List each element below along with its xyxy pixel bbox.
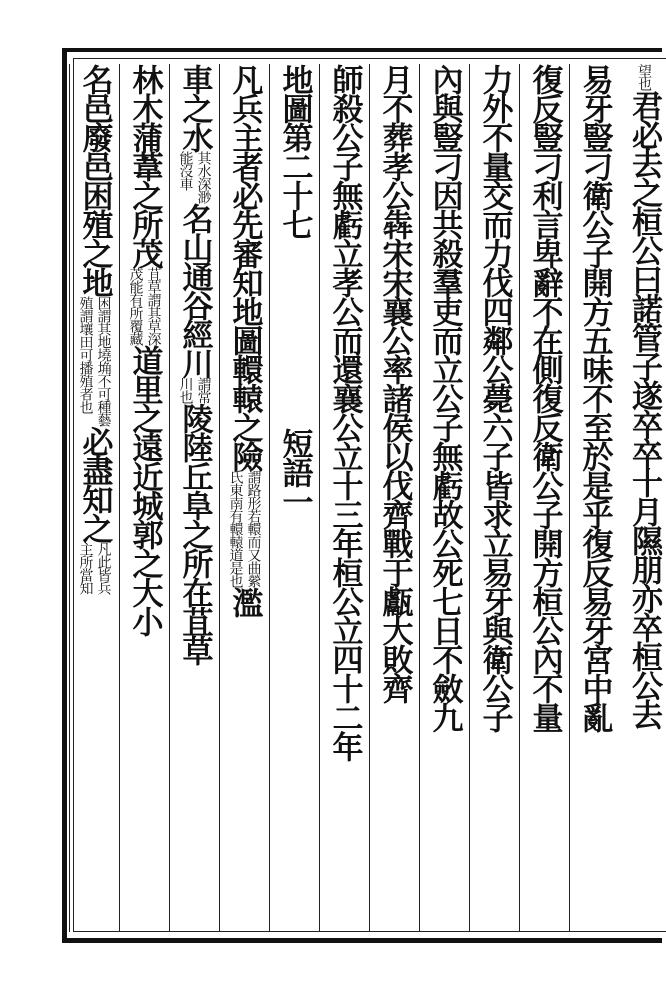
main-text: 易牙豎刁衛公子開方五味不至於是乎復反易牙宮中亂 bbox=[576, 64, 613, 731]
text-column-10 bbox=[169, 64, 219, 932]
main-text: 陵陸丘阜之所在苴草 bbox=[176, 403, 213, 664]
commentary-note: 苴草謂其草深 bbox=[145, 267, 162, 345]
text-column-2 bbox=[569, 64, 619, 932]
main-text: 月不葬孝公犇宋宋襄公率諸侯以伐齊戰于甗大敗齊 bbox=[376, 64, 413, 702]
main-text: 濫 bbox=[226, 587, 263, 616]
main-text: 復反豎刁利言卑辭不在側復反衛公子開方桓公內不量 bbox=[526, 64, 563, 731]
text-column-12 bbox=[69, 64, 119, 932]
annotation-group bbox=[78, 542, 112, 594]
annotation-group bbox=[178, 377, 212, 403]
main-text: 力外不量交而力伐四鄰公薨六子皆求立易牙與衛公子 bbox=[476, 64, 513, 731]
commentary-note: 其水深渺 bbox=[195, 151, 212, 203]
text-column-4 bbox=[469, 64, 519, 932]
annotation-group bbox=[228, 470, 262, 587]
text-column-1 bbox=[619, 64, 666, 932]
commentary-note: 謂常 bbox=[195, 377, 212, 403]
text-column-9 bbox=[219, 64, 269, 932]
main-text: 內與豎刁因共殺羣吏而立公子無虧故公死七日不斂九 bbox=[426, 64, 463, 731]
commentary-note: 望也 bbox=[636, 64, 652, 90]
commentary-note: 氏東南有轘轅道是也 bbox=[227, 470, 244, 587]
text-column-8 bbox=[269, 64, 319, 932]
annotation-group bbox=[636, 64, 652, 90]
main-text: 必盡知之 bbox=[76, 426, 113, 542]
annotation-group bbox=[78, 296, 112, 426]
text-column-6 bbox=[369, 64, 419, 932]
commentary-note: 殖謂壤田可播殖者也 bbox=[77, 296, 94, 413]
main-text: 師殺公子無虧立孝公而還襄公立十三年桓公立四十二年 bbox=[326, 64, 363, 760]
main-text: 車之水 bbox=[176, 64, 213, 151]
text-column-3 bbox=[519, 64, 569, 932]
main-text: 名邑廢邑困殖之地 bbox=[76, 64, 113, 296]
text-column-5 bbox=[419, 64, 469, 932]
main-text: 君必去之桓公曰諾管子遂卒卒十月隰朋亦卒桓公去 bbox=[626, 90, 662, 728]
chapter-title-text: 短語一 bbox=[276, 428, 313, 515]
main-text: 林木蒲葦之所茂 bbox=[126, 64, 163, 267]
commentary-note: 川也 bbox=[177, 377, 194, 403]
commentary-note: 能沒車 bbox=[177, 151, 194, 190]
commentary-note: 困謂其地墝埆不可種藝 bbox=[95, 296, 112, 426]
commentary-note: 凡此皆兵 bbox=[95, 542, 112, 594]
text-column-7 bbox=[319, 64, 369, 932]
commentary-note: 主所當知 bbox=[77, 542, 94, 594]
commentary-note: 謂路形若轘而又曲縈 bbox=[245, 470, 262, 587]
annotation-group bbox=[128, 267, 162, 345]
chapter-title-text: 地圖第二十七 bbox=[276, 64, 313, 238]
text-column-11 bbox=[119, 64, 169, 932]
commentary-note: 茂能有所覆藏 bbox=[127, 267, 144, 345]
main-text: 名山通谷經川 bbox=[176, 203, 213, 377]
annotation-group bbox=[178, 151, 212, 203]
main-text: 道里之遠近城郭之大小 bbox=[126, 345, 163, 635]
main-text: 凡兵主者必先審知地圖轘轅之險 bbox=[226, 64, 263, 470]
